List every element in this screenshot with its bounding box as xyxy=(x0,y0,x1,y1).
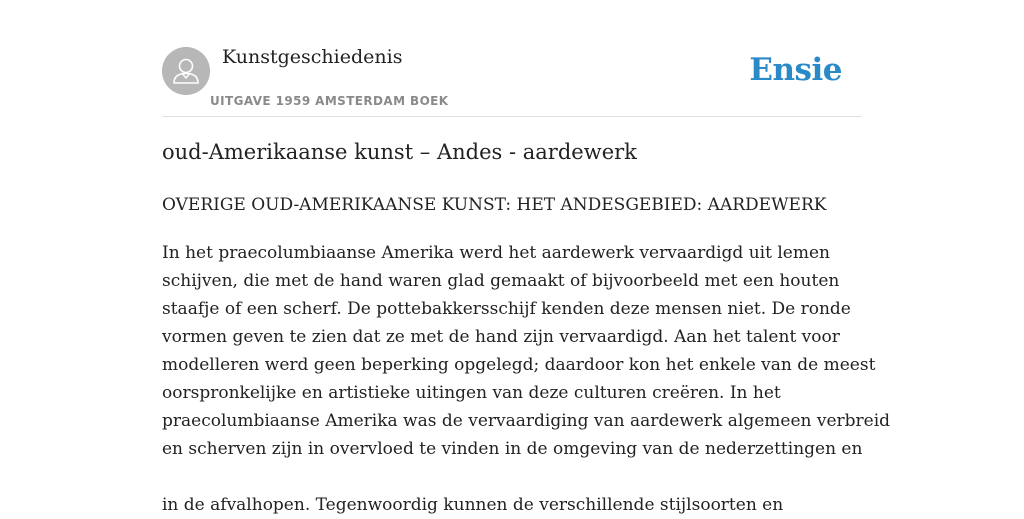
paragraph xyxy=(162,239,891,463)
text-line: schijven, die met de hand waren glad gemaakt of bijvoorbeeld met een houten xyxy=(162,271,840,291)
article-page xyxy=(162,0,891,515)
text-line: staafje of een scherf. De pottebakkersschijf kenden deze mensen niet. De ronde xyxy=(162,299,851,319)
article-body xyxy=(162,239,891,519)
text-line: in de afvalhopen. Tegenwoordig kunnen de verschillende stijlsoorten en xyxy=(162,495,784,515)
text-line: praecolumbiaanse Amerika was de vervaardiging van aardewerk algemeen verbreid xyxy=(162,411,891,431)
text-line: en scherven zijn in overvloed te vinden in de omgeving van de nederzettingen en xyxy=(162,439,863,459)
user-icon[interactable] xyxy=(162,47,210,95)
paragraph xyxy=(162,491,862,519)
text-line: vormen geven te zien dat ze met de hand zijn vervaardigd. Aan het talent voor xyxy=(162,327,840,347)
article-title: oud-Amerikaanse kunst – Andes - aardewerk xyxy=(162,140,637,164)
text-line: oorspronkelijke en artistieke uitingen van deze culturen creëren. In het xyxy=(162,383,781,403)
source-header xyxy=(162,0,862,117)
article-subtitle: OVERIGE OUD-AMERIKAANSE KUNST: HET ANDESGEBIED: AARDEWERK xyxy=(162,195,827,215)
source-meta: UITGAVE 1959 AMSTERDAM BOEK xyxy=(210,94,449,108)
text-line: modelleren werd geen beperking opgelegd; daardoor kon het enkele van de meest xyxy=(162,355,876,375)
source-title[interactable]: Kunstgeschiedenis xyxy=(222,46,403,68)
text-line: In het praecolumbiaanse Amerika werd het aardewerk vervaardigd uit lemen xyxy=(162,243,830,263)
brand-logo[interactable]: Ensie xyxy=(749,52,842,88)
